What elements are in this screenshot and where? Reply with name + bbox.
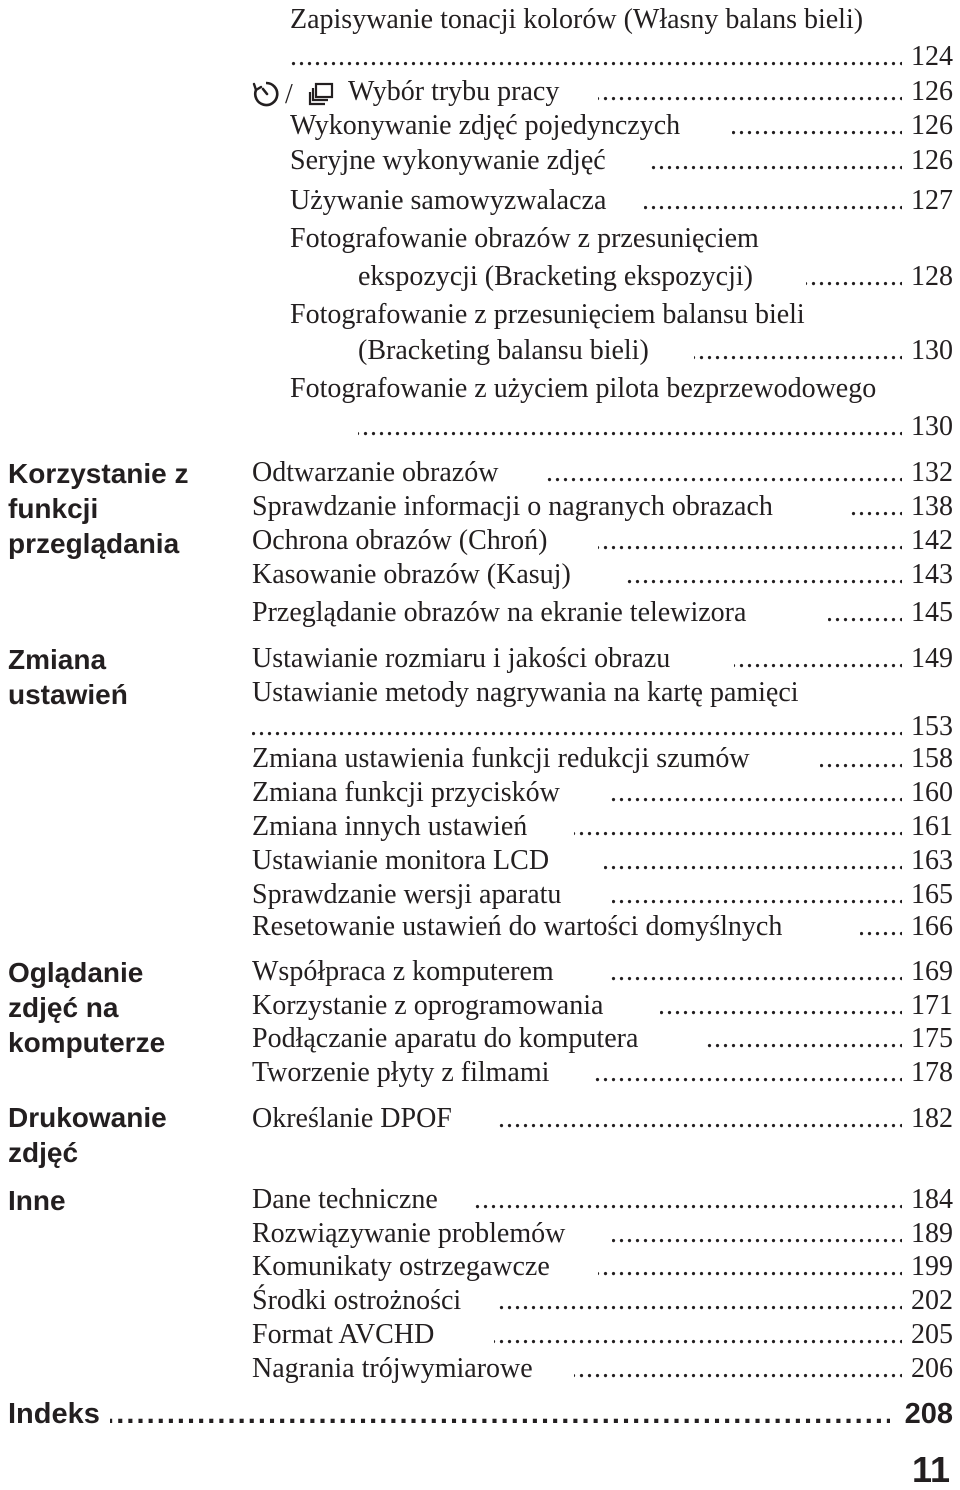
toc-entry-page: 163 [911, 845, 953, 876]
toc-entry-title: Zapisywanie tonacji kolorów (Własny balans bieli) [290, 4, 864, 35]
toc-entry-title: Fotografowanie obrazów z przesunięciem [290, 223, 759, 254]
toc-entry-page: 130 [911, 335, 953, 366]
toc-entry-continuation[interactable] [0, 710, 960, 744]
toc-entry-page: 171 [911, 990, 953, 1021]
section-line: przeglądania [8, 528, 180, 559]
toc-entry-page: 202 [911, 1285, 953, 1316]
dot-leader [660, 989, 902, 1023]
dot-leader [252, 710, 902, 744]
toc-entry-title: Odtwarzanie obrazów [252, 457, 499, 488]
dot-leader [472, 1183, 902, 1217]
toc-entry-page: 178 [911, 1057, 953, 1088]
toc-entry-title: Ustawianie metody nagrywania na kartę pamięci [252, 677, 799, 708]
toc-entry-page: 165 [911, 879, 953, 910]
dot-leader [648, 144, 902, 178]
toc-entry[interactable] [0, 372, 960, 406]
toc-entry-page: 205 [911, 1319, 953, 1350]
toc-entry-title: Resetowanie ustawień do wartości domyślnych [252, 911, 783, 942]
toc-entry-title: Ustawianie monitora LCD [252, 845, 550, 876]
toc-entry-page: 160 [911, 777, 953, 808]
dot-leader [732, 109, 902, 143]
toc-entry[interactable] [0, 1352, 960, 1386]
index-dot-leader [110, 1396, 890, 1430]
toc-entry[interactable] [0, 989, 960, 1023]
toc-entry[interactable] [0, 298, 960, 332]
toc-entry-title: Tworzenie płyty z filmami [252, 1057, 550, 1088]
toc-entry-page: 143 [911, 559, 953, 590]
toc-entry-page: 175 [911, 1023, 953, 1054]
section-line: zdjęć na [8, 992, 119, 1023]
toc-entry-page: 166 [911, 911, 953, 942]
dot-leader [828, 596, 902, 630]
toc-entry-continuation[interactable] [0, 260, 960, 294]
toc-entry[interactable] [0, 1183, 960, 1217]
section-line: funkcji [8, 493, 99, 524]
icon-separator: / [285, 79, 293, 108]
toc-entry[interactable] [0, 1217, 960, 1251]
toc-entry[interactable] [0, 222, 960, 256]
toc-entry-title: Komunikaty ostrzegawcze [252, 1251, 550, 1282]
toc-entry[interactable] [0, 144, 960, 178]
toc-entry-title: Zmiana ustawienia funkcji redukcji szumów [252, 743, 750, 774]
toc-entry[interactable] [0, 456, 960, 490]
toc-entry[interactable] [0, 75, 960, 109]
toc-entry-title: Wybór trybu pracy [348, 76, 560, 107]
dot-leader [546, 456, 902, 490]
toc-entry-title: Określanie DPOF [252, 1103, 452, 1134]
toc-entry[interactable] [0, 776, 960, 810]
toc-entry-title: Przeglądanie obrazów na ekranie telewizora [252, 597, 747, 628]
toc-entry-title: Format AVCHD [252, 1319, 435, 1350]
toc-entry[interactable] [0, 558, 960, 592]
dot-leader [860, 910, 902, 944]
dot-leader [694, 334, 902, 368]
toc-entry-page: 138 [911, 491, 953, 522]
toc-entry[interactable] [0, 742, 960, 776]
toc-entry-title: Kasowanie obrazów (Kasuj) [252, 559, 571, 590]
toc-entry-title-cont: ekspozycji (Bracketing ekspozycji) [358, 261, 753, 292]
index-label: Indeks [8, 1398, 100, 1430]
dot-leader [592, 1056, 902, 1090]
dot-leader [290, 40, 902, 74]
toc-entry-page: 142 [911, 525, 953, 556]
dot-leader [644, 184, 902, 218]
toc-entry-title: Rozwiązywanie problemów [252, 1218, 566, 1249]
toc-entry-title: Zmiana innych ustawień [252, 811, 528, 842]
dot-leader [496, 1102, 902, 1136]
toc-entry-page: 132 [911, 457, 953, 488]
toc-entry-page: 199 [911, 1251, 953, 1282]
toc-entry-title: Zmiana funkcji przycisków [252, 777, 560, 808]
toc-entry[interactable] [0, 490, 960, 524]
toc-entry[interactable] [0, 910, 960, 944]
toc-entry-page: 158 [911, 743, 953, 774]
dot-leader [358, 410, 902, 444]
toc-entry-continuation[interactable] [0, 334, 960, 368]
toc-entry[interactable] [0, 524, 960, 558]
toc-entry-continuation[interactable] [0, 410, 960, 444]
toc-entry[interactable] [0, 1022, 960, 1056]
toc-entry-title: Środki ostrożności [252, 1285, 462, 1316]
toc-entry-page: 124 [911, 41, 953, 72]
toc-entry-title-cont: (Bracketing balansu bieli) [358, 335, 649, 366]
toc-entry-page: 182 [911, 1103, 953, 1134]
toc-entry-title: Seryjne wykonywanie zdjęć [290, 145, 606, 176]
section-line: Korzystanie z [8, 458, 189, 489]
toc-entry-title: Ustawianie rozmiaru i jakości obrazu [252, 643, 671, 674]
toc-entry-page: 149 [911, 643, 953, 674]
index-page: 208 [904, 1398, 953, 1430]
toc-entry[interactable] [0, 596, 960, 630]
dot-leader [612, 878, 902, 912]
section-line: Inne [8, 1185, 66, 1216]
dot-leader [598, 75, 902, 109]
toc-entry-title: Sprawdzanie informacji o nagranych obrazach [252, 491, 773, 522]
dot-leader [598, 1250, 902, 1284]
toc-entry[interactable] [0, 1284, 960, 1318]
toc-entry[interactable] [0, 844, 960, 878]
dot-leader [574, 810, 902, 844]
toc-entry-page: 126 [911, 145, 953, 176]
dot-leader [494, 1318, 902, 1352]
toc-entry-page: 128 [911, 261, 953, 292]
dot-leader [598, 524, 902, 558]
toc-entry[interactable] [0, 676, 960, 710]
dot-leader [604, 844, 902, 878]
toc-entry-page: 130 [911, 411, 953, 442]
toc-entry-continuation[interactable] [0, 40, 960, 74]
toc-entry-title: Wykonywanie zdjęć pojedynczych [290, 110, 681, 141]
toc-entry-title: Dane techniczne [252, 1184, 438, 1215]
toc-entry-page: 126 [911, 110, 953, 141]
toc-entry-page: 206 [911, 1353, 953, 1384]
toc-entry[interactable] [0, 1102, 960, 1136]
section-line: Zmiana [8, 644, 107, 675]
toc-entry[interactable] [0, 810, 960, 844]
index-entry[interactable] [0, 1396, 960, 1432]
toc-entry-page: 126 [911, 76, 953, 107]
toc-entry[interactable] [0, 1250, 960, 1284]
toc-entry-title: Fotografowanie z użyciem pilota bezprzewodowego [290, 373, 877, 404]
page-number: 11 [911, 1449, 950, 1490]
section-line: zdjęć [8, 1137, 79, 1168]
dot-leader [612, 1217, 902, 1251]
toc-entry-title: Korzystanie z oprogramowania [252, 990, 604, 1021]
toc-entry[interactable] [0, 109, 960, 143]
dot-leader [820, 742, 902, 776]
dot-leader [610, 776, 902, 810]
toc-entry-title: Współpraca z komputerem [252, 956, 554, 987]
toc-entry[interactable] [0, 3, 960, 37]
toc-entry-title: Sprawdzanie wersji aparatu [252, 879, 562, 910]
toc-entry[interactable] [0, 1318, 960, 1352]
toc-entry[interactable] [0, 878, 960, 912]
toc-entry-title: Ochrona obrazów (Chroń) [252, 525, 548, 556]
toc-entry-page: 127 [911, 185, 953, 216]
toc-entry-page: 145 [911, 597, 953, 628]
dot-leader [574, 1352, 902, 1386]
dot-leader [706, 1022, 902, 1056]
dot-leader [624, 558, 902, 592]
toc-entry-title: Używanie samowyzwalacza [290, 185, 607, 216]
dot-leader [608, 955, 902, 989]
toc-entry[interactable] [0, 184, 960, 218]
toc-entry[interactable] [0, 642, 960, 676]
toc-entry-page: 161 [911, 811, 953, 842]
toc-entry-page: 169 [911, 956, 953, 987]
section-line: Oglądanie [8, 957, 144, 988]
toc-entry-title: Podłączanie aparatu do komputera [252, 1023, 639, 1054]
section-line: komputerze [8, 1027, 166, 1058]
toc-entry-title: Nagrania trójwymiarowe [252, 1353, 533, 1384]
section-line: ustawień [8, 679, 128, 710]
toc-entry-page: 153 [911, 711, 953, 742]
toc-entry-title: Fotografowanie z przesunięciem balansu bieli [290, 299, 805, 330]
toc-entry-page: 184 [911, 1184, 953, 1215]
toc-entry[interactable] [0, 1056, 960, 1090]
section-line: Drukowanie [8, 1102, 167, 1133]
dot-leader [496, 1284, 902, 1318]
dot-leader [848, 490, 902, 524]
toc-entry[interactable] [0, 955, 960, 989]
dot-leader [734, 642, 902, 676]
dot-leader [806, 260, 902, 294]
toc-entry-page: 189 [911, 1218, 953, 1249]
